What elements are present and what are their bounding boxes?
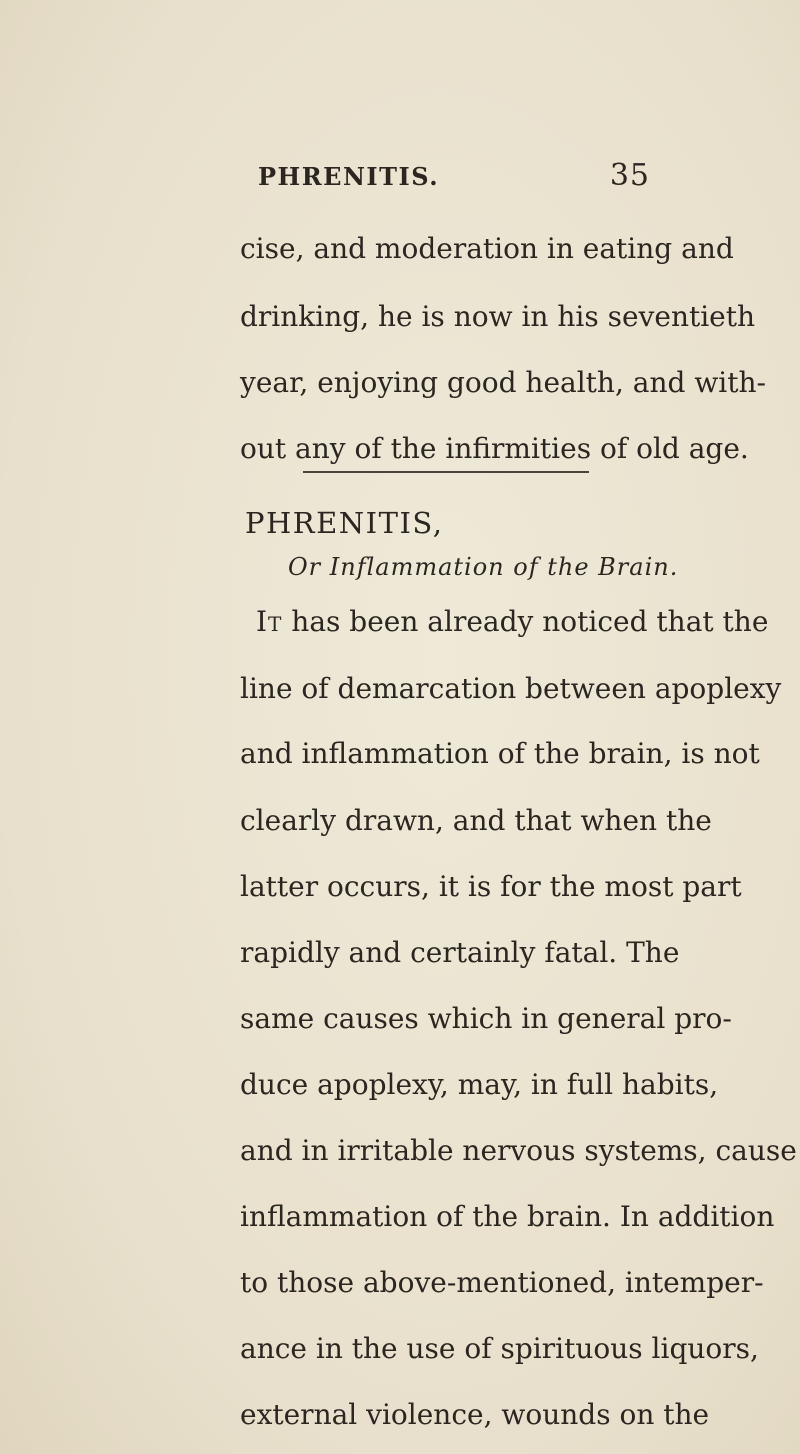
- running-title: PHRENITIS.: [258, 162, 440, 191]
- paragraph-first-line: [256, 605, 769, 639]
- text-line: to those above-mentioned, intemper-: [240, 1266, 764, 1299]
- page-number: 35: [609, 158, 650, 193]
- text-line: drinking, he is now in his seventieth: [240, 300, 756, 333]
- text-line: and in irritable nervous systems, cause: [240, 1134, 797, 1167]
- first-line-rest: has been already noticed that the: [282, 605, 769, 638]
- running-head: [258, 158, 650, 202]
- text-line: year, enjoying good health, and with-: [240, 366, 766, 399]
- section-divider: [303, 471, 589, 473]
- text-line: duce apoplexy, may, in full habits,: [240, 1068, 719, 1101]
- first-word: It: [256, 605, 283, 638]
- section-title: PHRENITIS,: [245, 506, 444, 540]
- text-line: same causes which in general pro-: [240, 1002, 732, 1035]
- text-line: inflammation of the brain. In addition: [240, 1200, 775, 1233]
- text-line: rapidly and certainly fatal. The: [240, 936, 680, 969]
- text-line: external violence, wounds on the: [240, 1398, 710, 1431]
- text-line: clearly drawn, and that when the: [240, 804, 712, 837]
- text-line: and inflammation of the brain, is not: [240, 737, 760, 770]
- text-line: line of demarcation between apoplexy: [240, 672, 782, 705]
- text-line: ance in the use of spirituous liquors,: [240, 1332, 759, 1365]
- text-line: cise, and moderation in eating and: [240, 232, 734, 265]
- text-line: out any of the infirmities of old age.: [240, 432, 749, 465]
- text-line: latter occurs, it is for the most part: [240, 870, 742, 903]
- section-subtitle: Or Inflammation of the Brain.: [288, 553, 679, 581]
